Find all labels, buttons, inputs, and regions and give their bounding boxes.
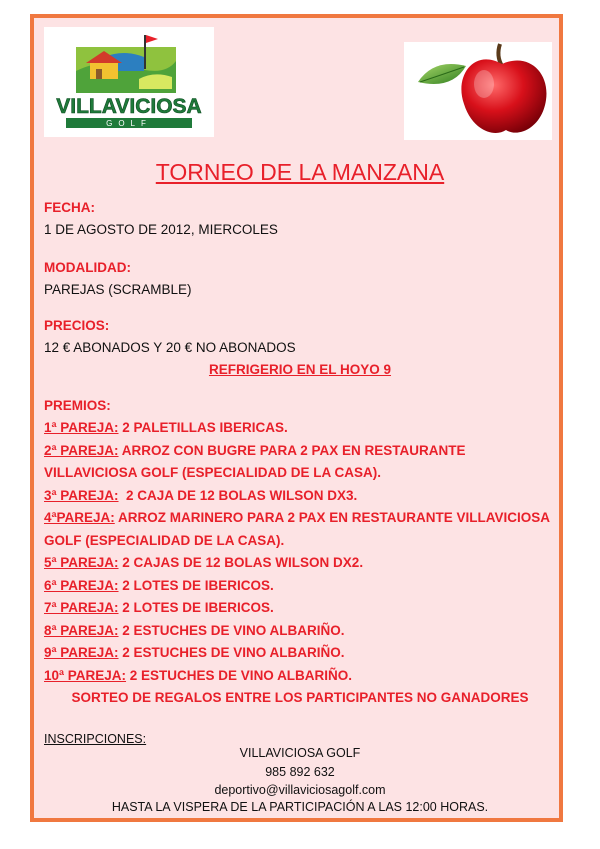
prize-position: 2ª PAREJA: bbox=[44, 442, 119, 458]
prize-description: 2 PALETILLAS IBERICAS. bbox=[118, 420, 288, 435]
prize-description: 2 ESTUCHES DE VINO ALBARIÑO. bbox=[118, 622, 345, 638]
prize-position: 10ª PAREJA: bbox=[44, 667, 127, 683]
prize-position: 8ª PAREJA: bbox=[44, 622, 119, 638]
inscripciones-label: INSCRIPCIONES: bbox=[44, 732, 147, 746]
prize-position: 9ª PAREJA: bbox=[44, 645, 119, 660]
prize-description: 2 ESTUCHES DE VINO ALBARIÑO. bbox=[126, 667, 353, 683]
prize-row bbox=[44, 533, 284, 548]
prize-row bbox=[44, 623, 345, 638]
club-name: VILLAVICIOSA GOLF bbox=[239, 746, 361, 760]
prize-description: 2 CAJAS DE 12 BOLAS WILSON DX2. bbox=[118, 555, 364, 570]
prize-row bbox=[44, 645, 345, 660]
prize-position: 4ªPAREJA: bbox=[44, 510, 115, 525]
prize-row bbox=[44, 443, 466, 458]
phone-number: 985 892 632 bbox=[265, 765, 335, 779]
refrigerio-note: REFRIGERIO EN EL HOYO 9 bbox=[208, 362, 392, 377]
prize-row bbox=[44, 668, 352, 683]
prize-row bbox=[44, 555, 363, 570]
fecha-label: FECHA: bbox=[44, 200, 95, 215]
fecha-value: 1 DE AGOSTO DE 2012, MIERCOLES bbox=[44, 222, 278, 237]
prize-position: 5ª PAREJA: bbox=[44, 555, 119, 570]
prize-description: VILLAVICIOSA GOLF (ESPECIALIDAD DE LA CASA). bbox=[44, 465, 382, 480]
precios-label: PRECIOS: bbox=[44, 318, 110, 333]
deadline-note: HASTA LA VISPERA DE LA PARTICIPACIÓN A LAS 12:00 HORAS. bbox=[111, 800, 489, 814]
prize-description: 2 CAJA DE 12 BOLAS WILSON DX3. bbox=[118, 487, 358, 503]
logo-name: VILLAVICIOSA bbox=[56, 95, 202, 118]
prize-description: 2 ESTUCHES DE VINO ALBARIÑO. bbox=[118, 645, 345, 660]
prize-row bbox=[44, 600, 274, 615]
prize-description: ARROZ CON BUGRE PARA 2 PAX EN RESTAURANTE bbox=[118, 442, 466, 458]
logo-sub: GOLF bbox=[106, 119, 152, 128]
email-link[interactable]: deportivo@villaviciosagolf.com bbox=[214, 783, 386, 797]
premios-label: PREMIOS: bbox=[44, 398, 111, 413]
prize-position: 1ª PAREJA: bbox=[44, 420, 119, 435]
prize-row bbox=[44, 510, 550, 525]
prize-description: 2 LOTES DE IBERICOS. bbox=[118, 600, 274, 615]
prize-row bbox=[44, 465, 381, 480]
prize-row bbox=[44, 420, 288, 435]
apple-image bbox=[404, 42, 552, 140]
prize-position: 6ª PAREJA: bbox=[44, 577, 119, 593]
prize-description: ARROZ MARINERO PARA 2 PAX EN RESTAURANTE VILLAVICIOSA bbox=[114, 510, 551, 525]
prize-row bbox=[44, 488, 357, 503]
modalidad-value: PAREJAS (SCRAMBLE) bbox=[44, 282, 192, 297]
villaviciosa-golf-logo bbox=[44, 27, 214, 137]
prize-position: 7ª PAREJA: bbox=[44, 600, 119, 615]
golf-course-logo-icon bbox=[44, 27, 214, 137]
prize-description: GOLF (ESPECIALIDAD DE LA CASA). bbox=[44, 532, 285, 548]
page-title: TORNEO DE LA MANZANA bbox=[155, 159, 445, 185]
prize-description: 2 LOTES DE IBERICOS. bbox=[118, 577, 274, 593]
prize-row bbox=[44, 578, 274, 593]
prize-position: 3ª PAREJA: bbox=[44, 487, 119, 503]
apple-icon bbox=[404, 42, 552, 140]
modalidad-label: MODALIDAD: bbox=[44, 260, 131, 275]
sorteo-note: SORTEO DE REGALOS ENTRE LOS PARTICIPANTES NO GANADORES bbox=[71, 690, 529, 705]
precios-value: 12 € ABONADOS Y 20 € NO ABONADOS bbox=[44, 340, 296, 355]
